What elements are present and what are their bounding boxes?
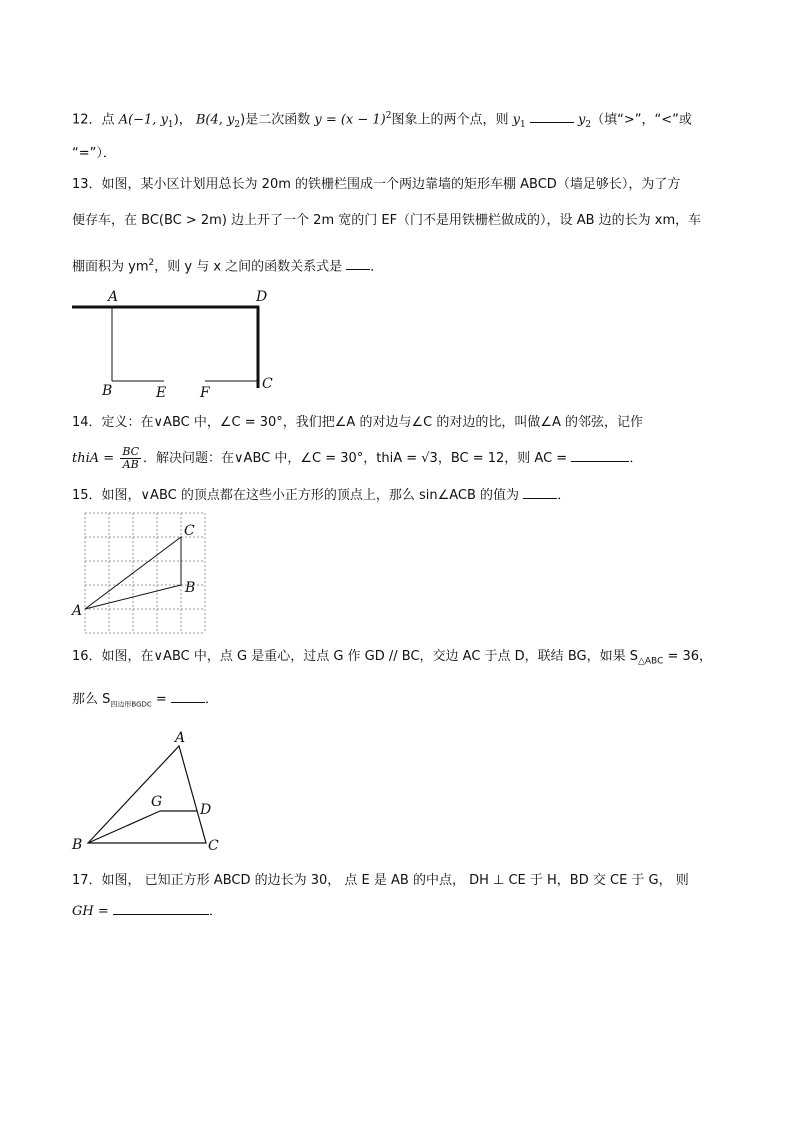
q13-label-b: B [102,383,113,399]
q12-line2: “=”）． [72,146,116,161]
q16-label-c: C [208,838,219,854]
q13-figure [60,284,290,402]
q16-line1 [72,648,732,671]
q16-label-b: B [72,837,83,853]
q14-fraction [120,446,141,471]
q16-line2 [72,690,732,714]
q13-answer-blank[interactable] [346,257,370,270]
q14-frac-den: AB [122,458,139,471]
q16-label-a: A [175,730,186,746]
q17-answer-blank[interactable] [113,902,209,915]
q14-line2-text: ．解决问题：在∨ABC 中，∠C = 30°，thiA = √3，BC = 12，则 AC = [143,451,568,466]
q14-thi: thiA = [72,451,115,466]
q12-y2: y [578,112,586,128]
q15-label-b: B [185,580,196,596]
q12-sub2: 2 [234,119,241,130]
q16-line2-b: = [151,692,167,707]
q12-answer-blank[interactable] [530,110,574,123]
q12-mid: 图象上的两个点，则 [391,112,509,128]
q16-segment-bg [88,811,160,843]
q17-line1: 17．如图， 已知正方形 ABCD 的边长为 30， 点 E 是 AB 的中点， DH ⊥ CE 于 H，BD 交 CE 于 G， 则 [72,873,689,888]
q12-exponent: 2 [385,111,392,121]
q15-figure [66,505,216,637]
q14-answer-blank[interactable] [571,449,629,462]
q15-label-c: C [184,523,195,539]
q16-line1-end: = 36， [663,649,713,664]
q17-end: ． [208,904,222,919]
q16-label-g: G [151,794,163,810]
q14-end: ． [629,451,643,466]
q13-line3-a: 棚面积为 ym [72,259,149,275]
q17-line2 [72,902,732,921]
q13-line3 [72,254,732,276]
q14-line2 [72,446,732,471]
q13-label-c: C [262,376,273,392]
q13-label-e: E [156,385,167,401]
q12-number: 12．点 [72,112,115,128]
q16-answer-blank[interactable] [171,690,205,703]
q15-end: ． [557,488,571,503]
q14-line1: 14．定义：在∨ABC 中，∠C = 30°，我们把∠A 的对边与∠C 的对边的比，叫做∠A 的邻弦，记作 [72,415,644,430]
q15-line1 [72,486,732,505]
q13-label-a: A [108,289,119,305]
q12-y1-sub: 1 [520,119,526,130]
q12-close1: )， [173,112,192,128]
q16-text: 16．如图，在∨ABC 中，点 G 是重心，过点 G 作 GD // BC，交边 AC 于点 D，联结 BG，如果 S [72,649,638,664]
q16-sub-abc: △ABC [637,656,664,667]
q13-line3-sup: 2 [148,258,155,268]
q16-figure [66,722,236,854]
q13-label-d: D [256,289,268,305]
q13-line3-b: ，则 y 与 x 之间的函数关系式是 [154,259,343,275]
q16-label-d: D [200,802,212,818]
q13-line2: 便存车，在 BC(BC > 2m) 边上开了一个 2m 宽的门 EF（门不是用铁栅栏做成的），设 AB 边的长为 xm，车 [72,213,702,228]
q14-frac-num: BC [122,445,140,458]
q12-close2: )是二次函数 [240,112,311,128]
q16-end: ． [204,692,218,707]
q13-line1: 13．如图，某小区计划用总长为 20m 的铁栅栏围成一个两边靠墙的矩形车棚 ABCD（墙足够长），为了方 [72,177,681,192]
q12-function: y = (x − 1) [314,112,386,128]
q17-gh: GH = [72,904,109,919]
q13-line3-c: ． [370,259,384,275]
q15-answer-blank[interactable] [523,486,557,499]
q12-y1: y [512,112,520,128]
q15-label-a: A [72,603,83,619]
q16-sub-quad: 四边形BGDC [110,700,152,709]
q12-y2-sub: 2 [585,119,592,130]
q16-triangle [88,746,206,843]
q15-text: 15．如图，∨ABC 的顶点都在这些小正方形的顶点上，那么 sin∠ACB 的值为 [72,488,520,503]
q12-point-b: B(4, y [195,112,235,128]
q13-label-f: F [200,385,210,401]
q12-tail: （填“>”，“<”或 [591,112,692,128]
q12-line1 [72,107,732,134]
q16-line2-a: 那么 S [72,692,111,707]
q12-sub1: 1 [167,119,174,130]
q12-point-a: A(−1, y [118,112,168,128]
